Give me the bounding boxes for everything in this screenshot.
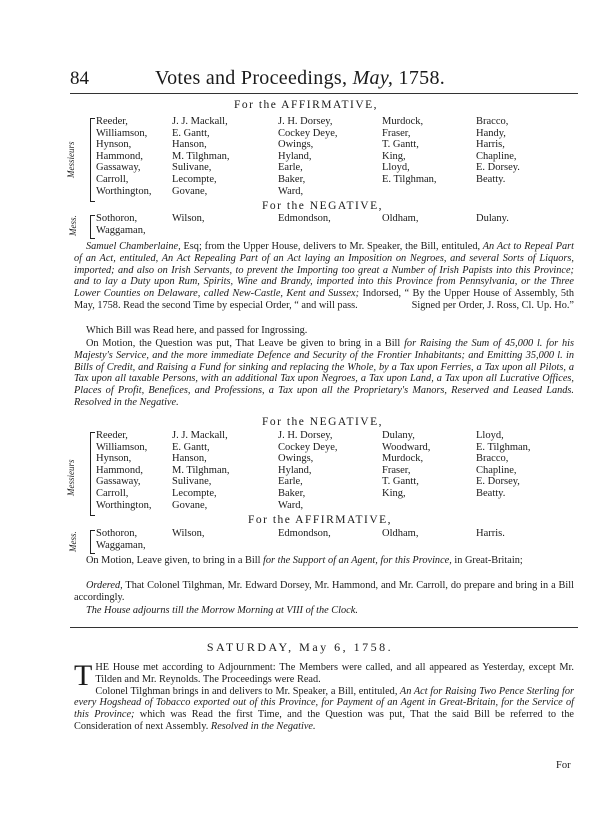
list-item: E. Gantt, (172, 441, 210, 453)
paragraph-italic: An Act to Repeal Part of an Act, entituled, An Act Repealing Part of an Act laying an Imposition on Negroes, and several Sorts of Liquors, imported; and also on Irish Servants, to prevent the Importing too great a Number of Irish Papists into this Province; and to lay a Duty upon Rum, Spirits, Wine and Brandy, imported into this Province from Pennsylvania, or the Three Lower Counties on Delaware, called New-Castle, Kent and Sussex; (74, 241, 575, 300)
list-item: Hammond, (96, 150, 143, 162)
paragraph-motion-45000 (74, 338, 574, 409)
list-item: Williamson, (96, 441, 148, 453)
vote1-negative-heading: For the NEGATIVE, (262, 200, 383, 212)
vote1-col5 (476, 116, 520, 186)
list-item: Hynson, (96, 453, 132, 465)
list-item: M. Tilghman, (172, 150, 230, 162)
section-rule (70, 627, 578, 628)
vote2-heading: For the NEGATIVE, (262, 416, 383, 428)
list-item: Lecompte, (172, 173, 217, 185)
list-item: Bracco, (476, 116, 509, 127)
page-header (0, 67, 600, 90)
list-item: E. Dorsey. (476, 162, 520, 174)
vote2-affirmative-label: Mess. (68, 531, 78, 552)
list-item: Earle, (278, 162, 303, 174)
signature: Signed per Order, J. Ross, Cl. Up. Ho.” (411, 299, 574, 311)
list-item: Cockey Deye, (278, 441, 338, 453)
list-item: Reeder, (96, 430, 128, 441)
list-item: Owings, (278, 139, 314, 151)
vote2-affirmative-name: Wilson, (172, 528, 205, 539)
vote2-col5 (476, 430, 531, 500)
paragraph-text: HE House met according to Adjournment: The Members were called, and all appeared as Yesterday, except Mr. Tilden and Mr. Reynolds. The Proceedings were Read. (95, 662, 574, 685)
vote2-affirmative-name: Harris. (476, 528, 505, 539)
list-item: Murdock, (382, 116, 424, 127)
list-item: Govane, (172, 185, 208, 197)
paragraph-adjourns (74, 605, 574, 617)
page-number: 84 (70, 68, 89, 89)
list-item: E. Gantt, (172, 127, 210, 139)
vote2-col2 (172, 430, 229, 511)
list-item: J. H. Dorsey, (278, 116, 333, 127)
list-item: Lloyd, (382, 162, 410, 174)
list-item: Hanson, (172, 139, 207, 151)
paragraph-resolved: Resolved in the Negative. (208, 720, 316, 732)
list-item: Hynson, (96, 139, 132, 151)
vote2-affirmative-brace (90, 530, 95, 554)
list-item: King, (382, 150, 406, 162)
paragraph-text: in Great-Britain; (451, 555, 523, 566)
list-item: Sulivane, (172, 476, 212, 488)
header-title: Votes and Proceedings, (154, 67, 348, 89)
vote2-messieurs-label: Messieurs (66, 459, 76, 496)
list-item: Chapline, (476, 464, 517, 476)
list-item: Chapline, (476, 150, 517, 162)
catchword: For (556, 760, 571, 771)
paragraph-resolved: Resolved in the Negative. (74, 396, 179, 408)
vote2-col3 (278, 430, 337, 511)
vote1-messieurs-label: Messieurs (66, 141, 76, 178)
vote1-col1 (96, 116, 151, 197)
list-item: Waggaman, (96, 224, 146, 236)
list-item: Reeder, (96, 116, 128, 127)
paragraph-text: On Motion, Leave given, to bring in a Bill (86, 555, 261, 566)
vote1-heading: For the AFFIRMATIVE, (234, 99, 379, 111)
list-item: Beatty. (476, 173, 506, 185)
list-item: Sothoron, (96, 528, 138, 539)
vote1-col3 (278, 116, 337, 197)
paragraph-text: On Motion, the Question was put, That Leave be given to bring in a Bill (86, 338, 401, 349)
vote1-brace (90, 118, 95, 202)
vote1-negative-name: Wilson, (172, 213, 205, 224)
vote2-affirmative-name: Edmondson, (278, 528, 331, 539)
paragraph-ordered (74, 580, 574, 604)
paragraph-text: Colonel Tilghman brings in and delivers to Mr. Speaker, a Bill, entituled, (95, 685, 398, 697)
list-item: Sothoron, (96, 213, 138, 224)
vote2-col4 (382, 430, 430, 500)
list-item: Worthington, (96, 185, 152, 197)
list-item: Ward, (278, 499, 304, 511)
list-item: Hyland, (278, 464, 312, 476)
list-item: Hanson, (172, 453, 207, 465)
list-item: Cockey Deye, (278, 127, 338, 139)
list-item: T. Gantt, (382, 139, 419, 151)
list-item: Baker, (278, 173, 306, 185)
vote1-negative-brace (90, 215, 95, 239)
list-item: Carroll, (96, 487, 129, 499)
list-item: Woodward, (382, 441, 431, 453)
vote1-negative-name: Dulany. (476, 213, 509, 224)
list-item: E. Tilghman, (476, 441, 531, 453)
list-item: Lloyd, (476, 430, 504, 441)
vote1-negative-col1 (96, 213, 146, 236)
paragraph-text: which was Read the first Time, and the Question was put, That the said Bill be referred to the Consideration of next Assembly. (74, 709, 574, 732)
list-item: Beatty. (476, 487, 506, 499)
list-item: Earle, (278, 476, 303, 488)
list-item: J. J. Mackall, (172, 430, 228, 441)
header-year: 1758. (398, 67, 446, 89)
paragraph-lead: Samuel Chamberlaine, (86, 241, 181, 252)
list-item: Gassaway, (96, 162, 141, 174)
list-item: Owings, (278, 453, 314, 465)
list-item: Hammond, (96, 464, 143, 476)
vote2-affirmative-col1 (96, 528, 146, 551)
vote1-col2 (172, 116, 229, 197)
vote2-brace (90, 432, 95, 516)
paragraph-italic: for the Support of an Agent, for this Province, (260, 555, 452, 566)
vote2-col1 (96, 430, 151, 511)
paragraph-text: Esq; from the Upper House, delivers to Mr. Speaker, the Bill, entituled, (180, 241, 481, 252)
list-item: M. Tilghman, (172, 464, 230, 476)
paragraph-italic: The House adjourns till the Morrow Morning at VIII of the Clock. (86, 605, 358, 616)
list-item: E. Tilghman, (382, 173, 437, 185)
list-item: J. H. Dorsey, (278, 430, 333, 441)
header-rule (70, 93, 578, 94)
list-item: Hyland, (278, 150, 312, 162)
list-item: Lecompte, (172, 487, 217, 499)
vote2-affirmative-heading: For the AFFIRMATIVE, (248, 514, 393, 526)
list-item: Handy, (476, 127, 506, 139)
list-item: Ward, (278, 185, 304, 197)
list-item: Worthington, (96, 499, 152, 511)
list-item: E. Dorsey, (476, 476, 520, 488)
list-item: Carroll, (96, 173, 129, 185)
list-item: J. J. Mackall, (172, 116, 228, 127)
header-month: May, (352, 67, 394, 89)
list-item: Williamson, (96, 127, 148, 139)
list-item: T. Gantt, (382, 476, 419, 488)
paragraph-italic: An Act for Raising Two Pence Sterling for every Hogshead of Tobacco exported out of this Province, for Payment of an Agent in Great-Britain, for the Service of this Province; (74, 685, 574, 721)
paragraph-text: Indorsed, “ By the Upper House of Assembly, 5th May, 1758. Read the second Time by especial Order, “ and will pass. (74, 288, 574, 311)
list-item: Sulivane, (172, 162, 212, 174)
vote1-col4 (382, 116, 437, 186)
list-item: King, (382, 487, 406, 499)
list-item: Waggaman, (96, 539, 146, 551)
paragraph-ingrossing: Which Bill was Read here, and passed for Ingrossing. (86, 325, 308, 336)
list-item: Baker, (278, 487, 306, 499)
list-item: Bracco, (476, 453, 509, 465)
list-item: Fraser, (382, 127, 411, 139)
vote1-negative-name: Oldham, (382, 213, 419, 224)
saturday-heading: SATURDAY, May 6, 1758. (206, 640, 394, 654)
dropcap: T (74, 659, 93, 692)
paragraph-text: That Colonel Tilghman, Mr. Edward Dorsey, Mr. Hammond, and Mr. Carroll, do prepare and bring in a Bill accordingly. (74, 580, 574, 603)
list-item: Harris, (476, 139, 505, 151)
paragraph-saturday (74, 659, 574, 733)
list-item: Fraser, (382, 464, 411, 476)
vote1-negative-label: Mess. (68, 215, 78, 236)
paragraph-italic: for Raising the Sum of 45,000 l. for his Majesty's Service, and the more immediate Defence and Security of the Frontier Inhabitants; and Emitting 35,000 l. in Bills of Credit, and Raising a Fund for sinking and replacing the Whole, by a Tax upon Ferries, a Tax upon all Pilots, a Tax upon all taxable Persons, with an additional Tax upon Negroes, a Tax upon Land, a Tax upon all Lucrative Offices, Places of Profit, Benefices, and Professions, a Tax upon all the Proprietary's Manors, Reserved and Leased Lands. (74, 338, 574, 397)
list-item: Gassaway, (96, 476, 141, 488)
paragraph-motion-agent (74, 555, 574, 567)
list-item: Govane, (172, 499, 208, 511)
vote2-affirmative-name: Oldham, (382, 528, 419, 539)
list-item: Dulany, (382, 430, 415, 441)
paragraph-bill-chamberlaine (74, 241, 574, 312)
list-item: Murdock, (382, 453, 424, 465)
paragraph-lead: Ordered, (86, 580, 123, 591)
vote1-negative-name: Edmondson, (278, 213, 331, 224)
